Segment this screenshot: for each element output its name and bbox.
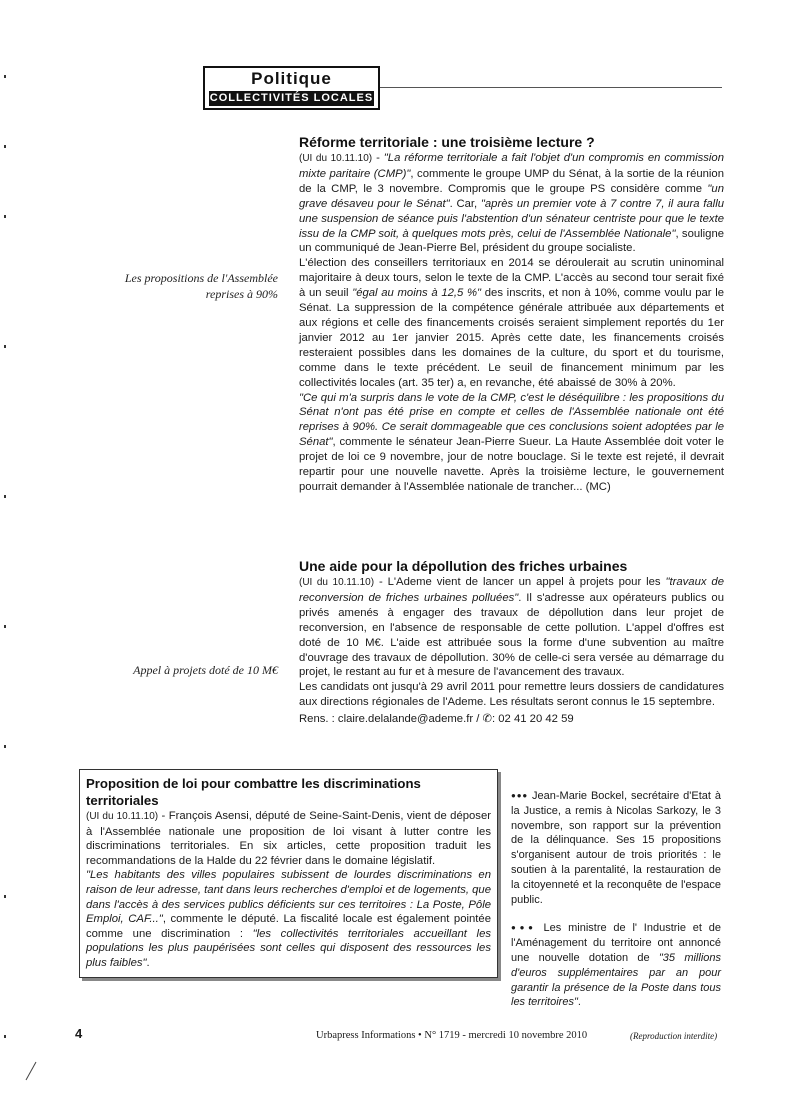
text: L'élection des conseillers territoriaux en 2014 se déroulerait au scrutin uninominal majoritaire à deux tours, selon le texte de la CMP. L'accès au second tour serait fixé à un seuil	[299, 257, 724, 300]
text: -	[372, 152, 384, 164]
article-paragraph	[299, 256, 724, 390]
text: Jean-Marie Bockel, secrétaire d'Etat à la Justice, a remis à Nicolas Sarkozy, le 3 novembre, son rapport sur la prévention de la délinquance. Ses 15 propositions s'organisent autour de trois priorités : le soutien à la parentalité, la restauration de la citoyenneté et la reconquête de l'espace public.	[511, 790, 721, 906]
quote: "un grave désaveu pour le Sénat"	[299, 182, 724, 210]
margin-note-assemblee: Les propositions de l'Assemblée reprises à 90%	[124, 271, 278, 301]
pen-stroke-mark	[24, 1060, 38, 1082]
article-title: Réforme territoriale : une troisième lecture ?	[299, 134, 595, 150]
text: .	[577, 996, 581, 1009]
text: . Car,	[449, 197, 481, 210]
bullet-dots-icon: ●●●	[511, 791, 529, 800]
news-briefs	[511, 789, 721, 1024]
article-paragraph: Les candidats ont jusqu'à 29 avril 2011 pour remettre leurs dossiers de candidatures aux directions régionales de l'Ademe. Les résultats seront connus le 15 septembre.	[299, 681, 724, 709]
text: - François Asensi, député de Seine-Saint-Denis, vient de déposer à l'Assemblée nationale une proposition de loi visant à lutter contre les discriminations territoriales. En six articles, cette proposition traduit les recommandations de la Halde du 22 février dans le domaine législatif.	[86, 810, 491, 867]
article-depollution-friches	[299, 557, 724, 727]
article-paragraph	[299, 575, 724, 680]
reproduction-notice: (Reproduction interdite)	[630, 1031, 718, 1041]
section-header	[203, 66, 380, 110]
quote: "les collectivités territoriales accueillant les populations les plus paupérisées sont celles qui disposent des ressources les plus faibles"	[86, 927, 491, 969]
article-paragraph	[86, 868, 491, 970]
text: . Il s'adresse aux opérateurs publics ou privés amenés à engager des travaux de dépollution dans leur projet de reconversion, en l'absence de responsable de cette pollution. L'appel d'offres est doté de 10 M€. L'aide est attribuée sous la forme d'une subvention au maître d'ouvrage des travaux de dépollution. 30% de celle-ci sera versée au démarrage du projet, le restant au fur et à mesure de l'avancement des travaux.	[299, 591, 724, 679]
quote: "35 millions d'euros supplémentaires par an pour garantir la présence de la Poste dans tous les territoires"	[511, 951, 721, 1009]
section-subtitle: COLLECTIVITÉS LOCALES	[209, 92, 374, 104]
scan-mark	[4, 745, 6, 748]
text: des inscrits, et non à 10%, comme voulu par le Sénat. La suppression de la compétence générale attribuée aux départements et aux régions et celle des financements croisés seraient simplement reportés du 1er janvier 2012 au 1er janvier 2015. Après cette date, les financements croisés resteraient possibles dans les domaines de la culture, du sport et du tourisme, comme dans le texte précédent. Le seuil de financement minimum par les collectivités locales (art. 35 ter) a, en revanche, été abaissé de 30% à 20%.	[299, 287, 725, 389]
article-paragraph	[299, 391, 724, 495]
contact-line: Rens. : claire.delalande@ademe.fr / ✆: 02 41 20 42 59	[299, 713, 574, 726]
scan-mark	[4, 215, 6, 218]
article-title: Proposition de loi pour combattre les discriminations territoriales	[86, 776, 421, 808]
section-title: Politique	[251, 69, 332, 88]
quote: "égal au moins à 12,5 %"	[352, 287, 482, 300]
quote: "travaux de reconversion de friches urbaines polluées"	[299, 576, 724, 604]
scan-mark	[4, 625, 6, 628]
brief-item	[511, 921, 721, 1010]
text: .	[146, 956, 150, 969]
publication-line: Urbapress Informations • N° 1719 - mercredi 10 novembre 2010	[316, 1030, 588, 1041]
quote: "Les habitants des villes populaires subissent de lourdes discriminations en raison de leur adresse, tant dans leurs recherches d'emploi et de logements, que dans l'accès à des services publics déficients sur ces territoires : La Poste, Pôle Emploi, CAF..."	[86, 869, 491, 926]
text: , commente le député. La fiscalité locale est également pointée comme une discrimination :	[86, 913, 491, 940]
margin-note-appel: Appel à projets doté de 10 M€	[133, 663, 278, 677]
text: , souligne un communiqué de Jean-Pierre Bel, président du groupe socialiste.	[299, 227, 725, 255]
article-paragraph	[299, 151, 724, 256]
text: , commente le sénateur Jean-Pierre Sueur. La Haute Assemblée doit voter le projet de loi ce 9 novembre, jour de notre bouclage. Si le texte est rejeté, il devrait repartir pour une nouvelle navette. Après la troisième lecture, le gouvernement pourrait demander à l'Assemblée nationale de trancher... (MC)	[299, 436, 724, 493]
article-ref: (UI du 10.11.10)	[299, 577, 375, 588]
article-ref: (UI du 10.11.10)	[86, 811, 159, 822]
text: , commente le groupe UMP du Sénat, à la sortie de la réunion de la CMP, le 3 novembre. Compromis que le groupe PS considère comme	[299, 167, 724, 195]
scan-mark	[4, 345, 6, 348]
page-number: 4	[75, 1026, 83, 1041]
quote: "après un premier vote à 7 contre 7, il aura fallu une suspension de séance puis l'abstention d'un sénateur centriste pour que le texte issu de la CMP soit, à quelques mots près, celui de l'Assemblée Nationale"	[299, 197, 724, 240]
scan-mark	[4, 75, 6, 78]
quote: "La réforme territoriale a fait l'objet d'un compromis en commission mixte paritaire (CMP)"	[299, 152, 724, 180]
text: - L'Ademe vient de lancer un appel à projets pour les	[374, 576, 666, 588]
scan-mark	[4, 1035, 6, 1038]
article-reforme-territoriale	[299, 133, 724, 495]
text: Les ministre de l' Industrie et de l'Aménagement du territoire ont annoncé une nouvelle dotation de	[511, 922, 722, 964]
scan-mark	[4, 145, 6, 148]
scan-mark	[4, 895, 6, 898]
quote: "Ce qui m'a surpris dans le vote de la CMP, c'est le déséquilibre : les propositions du Sénat n'ont pas été prise en compte et celles de l'Assemblée nationale ont été reprises à 90%. Ce serait dommageable que ces conclusions soient adoptées par le Sénat"	[299, 391, 724, 449]
article-ref: (UI du 10.11.10)	[299, 153, 373, 164]
brief-item	[511, 789, 721, 907]
article-discriminations-box	[79, 769, 498, 978]
bullet-dots-icon: ●●●	[511, 923, 537, 933]
article-paragraph	[86, 809, 491, 868]
scan-mark	[4, 495, 6, 498]
article-title: Une aide pour la dépollution des friches urbaines	[299, 558, 628, 574]
